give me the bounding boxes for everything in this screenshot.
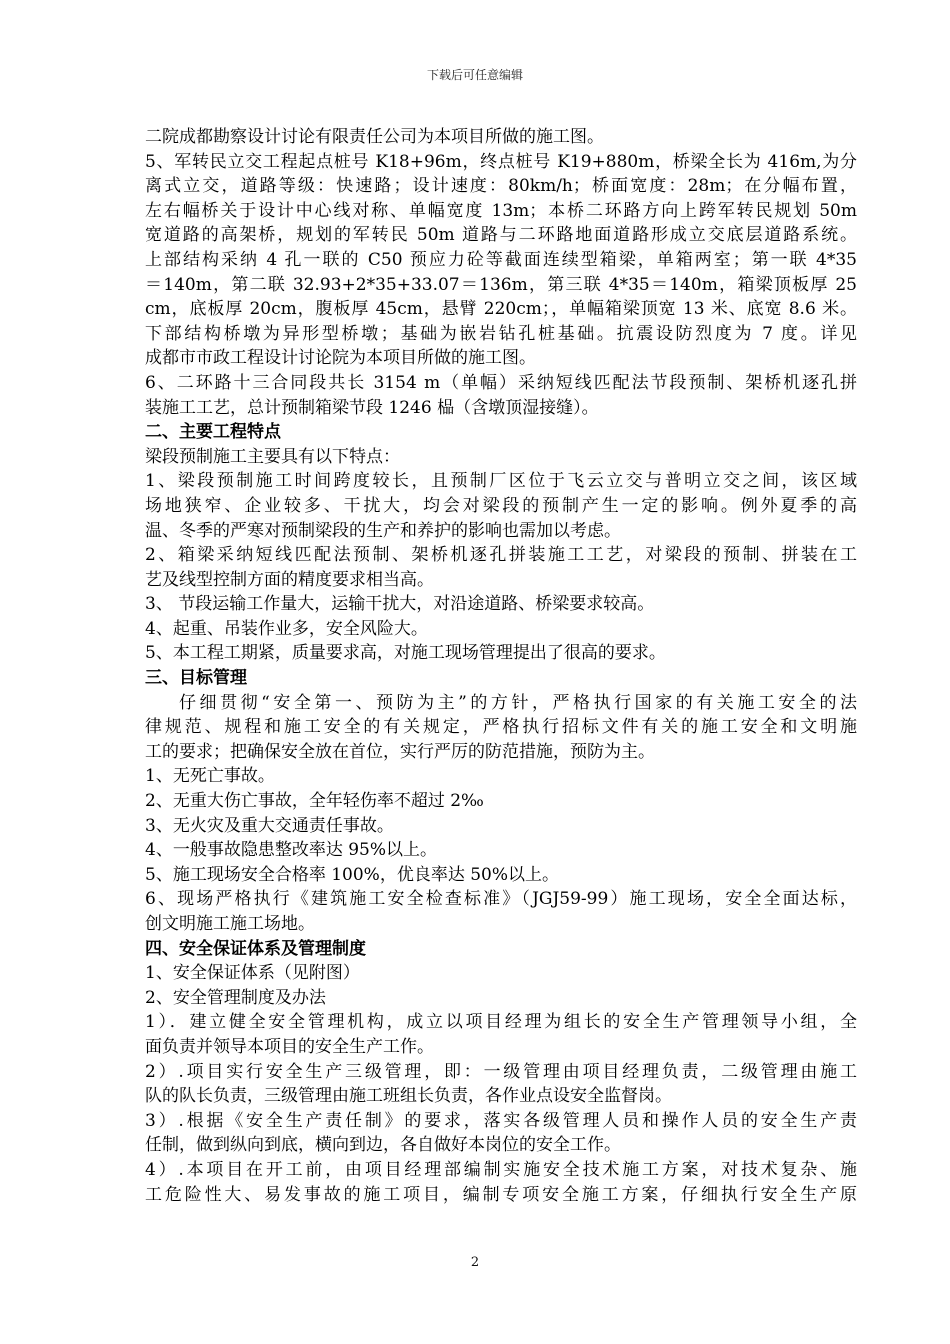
text-line: 二院成都勘察设计讨论有限责任公司为本项目所做的施工图。	[145, 127, 604, 147]
text-line: 4）.本项目在开工前，由项目经理部编制实施安全技术施工方案，对技术复杂、施	[145, 1159, 857, 1180]
text-line: cm，底板厚 20cm，腹板厚 45cm，悬臂 220cm；，单幅箱梁顶宽 13 米、底宽 8.6 米。	[145, 299, 857, 320]
text-line: 4、一般事故隐患整改率达 95%以上。	[145, 840, 438, 861]
text-line: 3、无火灾及重大交通责任事故。	[145, 815, 394, 836]
text-line: 1、无死亡事故。	[145, 766, 275, 787]
text-line: 面负责并领导本项目的安全生产工作。	[145, 1036, 434, 1057]
text-line: 5、施工现场安全合格率 100%，优良率达 50%以上。	[145, 864, 560, 885]
section-heading: 二、主要工程特点	[145, 422, 281, 443]
text-line: 创文明施工施工场地。	[145, 914, 315, 934]
page-number: 2	[470, 1255, 480, 1270]
text-line: 2、安全管理制度及办法	[145, 987, 326, 1008]
text-line: 任制，做到纵向到底，横向到边，各自做好本岗位的安全工作。	[145, 1135, 621, 1156]
document-body	[145, 125, 857, 1207]
text-line: 宽道路的高架桥，规划的军转民 50m 道路与二环路地面道路形成立交底层道路系统。	[145, 225, 857, 246]
text-line: 1）．建立健全安全管理机构，成立以项目经理为组长的安全生产管理领导小组，全	[145, 1012, 857, 1033]
text-line: 4、起重、吊装作业多，安全风险大。	[145, 618, 428, 639]
text-line: 1、梁段预制施工时间跨度较长，且预制厂区位于飞云立交与普明立交之间，该区域	[145, 471, 857, 492]
text-line: 1、安全保证体系（见附图）	[145, 963, 360, 984]
text-line: 艺及线型控制方面的精度要求相当高。	[145, 569, 434, 590]
section-heading: 四、安全保证体系及管理制度	[145, 938, 366, 959]
text-line: 装施工工艺，总计预制箱梁节段 1246 榀（含墩顶湿接缝）。	[145, 397, 599, 418]
text-line: 5、本工程工期紧，质量要求高，对施工现场管理提出了很高的要求。	[145, 643, 666, 664]
text-line: ＝140m，第二联 32.93+2*35+33.07＝136m，第三联 4*35＝140m，箱梁顶板厚 25	[145, 274, 857, 295]
text-line: 5、军转民立交工程起点桩号 K18+96m，终点桩号 K19+880m，桥梁全长为 416m,为分	[145, 151, 857, 172]
text-line: 上部结构采纳 4 孔一联的 C50 预应力砼等截面连续型箱梁，单箱两室；第一联 4*35	[145, 249, 857, 270]
text-line: 6、现场严格执行《建筑施工安全检查标准》（JGJ59-99）施工现场，安全全面达标，	[145, 889, 857, 910]
text-line: 温、冬季的严寒对预制梁段的生产和养护的影响也需加以考虑。	[145, 520, 621, 541]
text-line: 2）.项目实行安全生产三级管理，即：一级管理由项目经理负责，二级管理由施工	[145, 1061, 857, 1082]
text-line: 律规范、规程和施工安全的有关规定，严格执行招标文件有关的施工安全和文明施	[145, 717, 857, 738]
page-header: 下载后可任意编辑	[426, 68, 523, 82]
section-heading: 三、目标管理	[145, 668, 247, 689]
text-line: 3）.根据《安全生产责任制》的要求，落实各级管理人员和操作人员的安全生产责	[145, 1110, 857, 1131]
text-line: 3、 节段运输工作量大，运输干扰大，对沿途道路、桥梁要求较高。	[145, 594, 655, 615]
text-line: 场地狭窄、企业较多、干扰大，均会对梁段的预制产生一定的影响。例外夏季的高	[145, 495, 857, 516]
text-line: 左右幅桥关于设计中心线对称、单幅宽度 13m；本桥二环路方向上跨军转民规划 50m	[145, 200, 857, 221]
text-line: 梁段预制施工主要具有以下特点：	[145, 446, 400, 467]
text-line: 2、无重大伤亡事故，全年轻伤率不超过 2‰	[145, 791, 484, 812]
text-line: 离式立交，道路等级：快速路；设计速度：80km/h；桥面宽度：28m；在分幅布置，	[145, 176, 857, 197]
text-line: 成都市市政工程设计讨论院为本项目所做的施工图。	[145, 348, 536, 369]
text-line: 下部结构桥墩为异形型桥墩；基础为嵌岩钻孔桩基础。抗震设防烈度为 7 度。详见	[145, 323, 857, 344]
text-line: 队的队长负责，三级管理由施工班组长负责，各作业点设安全监督岗。	[145, 1086, 672, 1107]
text-line: 工的要求；把确保安全放在首位，实行严厉的防范措施，预防为主。	[145, 741, 655, 762]
text-line: 2、箱梁采纳短线匹配法预制、架桥机逐孔拼装施工工艺，对梁段的预制、拼装在工	[145, 545, 857, 566]
text-line: 6、二环路十三合同段共长 3154 m（单幅）采纳短线匹配法节段预制、架桥机逐孔拼	[145, 372, 857, 393]
text-line: 仔细贯彻“安全第一、预防为主”的方针，严格执行国家的有关施工安全的法	[179, 692, 857, 713]
text-line: 工危险性大、易发事故的施工项目，编制专项安全施工方案，仔细执行安全生产原	[145, 1184, 857, 1205]
